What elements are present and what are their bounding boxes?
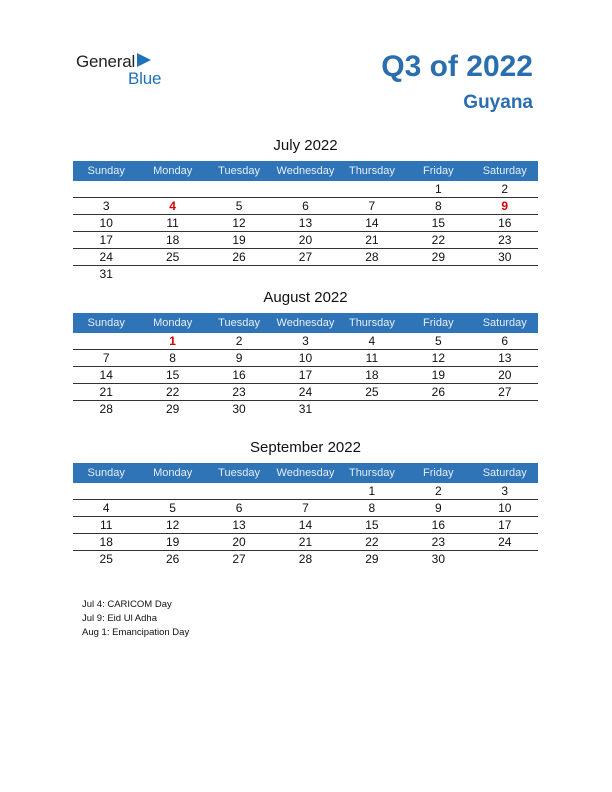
date-cell: 6 (235, 501, 243, 515)
date-cell: 23 (431, 535, 445, 549)
date-cell: 23 (498, 233, 512, 247)
date-cell: 17 (498, 518, 512, 532)
month-title: July 2022 (273, 137, 338, 154)
date-cell: 6 (501, 334, 509, 348)
date-cell: 26 (431, 385, 445, 399)
date-cell: 2 (434, 484, 442, 498)
date-cell: 13 (498, 351, 512, 365)
weekday-header: Tuesday (218, 467, 260, 479)
date-cell (405, 401, 471, 418)
date-cell (272, 181, 338, 197)
date-cell: 3 (501, 484, 509, 498)
date-cell: 11 (99, 518, 113, 532)
month-title: September 2022 (250, 439, 361, 456)
date-cell (206, 266, 272, 283)
weekday-header: Saturday (482, 317, 527, 329)
date-cell: 23 (232, 385, 246, 399)
weekday-header: Sunday (87, 317, 125, 329)
weekday-header-row (73, 463, 538, 483)
date-cell (206, 181, 272, 197)
weekday-header-row (73, 313, 538, 333)
date-cell: 14 (365, 216, 379, 230)
date-cell: 24 (498, 535, 512, 549)
date-cell (272, 266, 338, 283)
date-cell: 15 (365, 518, 379, 532)
weekday-header-row (73, 161, 538, 181)
date-cell (73, 483, 139, 499)
date-cell (472, 266, 538, 283)
date-cell (139, 483, 205, 499)
date-cell (139, 181, 205, 197)
weekday-header: Saturday (482, 165, 527, 177)
date-cell: 25 (365, 385, 379, 399)
date-cell (405, 266, 471, 283)
date-cell: 27 (498, 385, 512, 399)
date-cell: 3 (102, 199, 110, 213)
weekday-header: Friday (423, 317, 454, 329)
date-cell: 16 (498, 216, 512, 230)
date-cell: 10 (498, 501, 512, 515)
weekday-header: Wednesday (276, 317, 335, 329)
weekday-header: Monday (153, 317, 193, 329)
date-cell: 26 (232, 250, 246, 264)
weekday-header: Thursday (348, 317, 395, 329)
weekday-header: Monday (153, 467, 193, 479)
holiday-note: Jul 4: CARICOM Day (82, 599, 172, 610)
week-row (73, 333, 538, 350)
date-cell: 28 (298, 552, 313, 566)
date-cell: 8 (368, 501, 376, 515)
holiday-date-cell: 9 (501, 199, 509, 213)
date-cell: 3 (302, 334, 309, 348)
weekday-header: Sunday (87, 165, 125, 177)
country-name: Guyana (463, 92, 533, 113)
date-cell: 17 (298, 368, 313, 382)
date-cell: 18 (99, 535, 113, 549)
quarter-title: Q3 of 2022 (381, 50, 533, 83)
holiday-note: Jul 9: Eid Ul Adha (82, 613, 157, 624)
date-cell: 20 (298, 233, 313, 247)
date-cell: 11 (166, 216, 179, 230)
date-cell: 1 (434, 182, 442, 196)
date-cell: 15 (165, 368, 180, 382)
date-cell: 11 (365, 351, 379, 365)
week-row (73, 384, 538, 401)
date-cell: 22 (365, 535, 379, 549)
week-row (73, 350, 538, 367)
weekday-header: Friday (423, 165, 454, 177)
month-calendar (73, 289, 538, 418)
date-cell: 13 (298, 216, 313, 230)
week-row (73, 551, 538, 568)
date-cell: 21 (365, 233, 379, 247)
weekday-header: Wednesday (276, 165, 335, 177)
date-cell (73, 181, 139, 197)
date-cell (272, 483, 338, 499)
month-title: August 2022 (263, 289, 348, 306)
date-cell: 8 (434, 199, 442, 213)
date-cell: 26 (165, 552, 180, 566)
date-cell: 2 (501, 182, 509, 196)
weekday-header: Thursday (348, 165, 395, 177)
date-cell (206, 483, 272, 499)
holiday-date-cell: 4 (169, 199, 176, 213)
date-cell (139, 266, 205, 283)
date-cell: 25 (165, 250, 180, 264)
date-cell: 24 (99, 250, 113, 264)
date-cell: 21 (298, 535, 313, 549)
date-cell: 19 (165, 535, 180, 549)
week-row (73, 266, 538, 283)
week-row (73, 517, 538, 534)
month-calendar (73, 439, 538, 568)
date-cell: 17 (99, 233, 113, 247)
date-cell: 24 (298, 385, 313, 399)
week-row (73, 401, 538, 418)
week-row (73, 249, 538, 266)
weekday-header: Monday (153, 165, 193, 177)
date-cell: 9 (235, 351, 243, 365)
week-row (73, 500, 538, 517)
date-cell: 7 (302, 501, 309, 515)
date-cell: 22 (165, 385, 180, 399)
date-cell: 27 (232, 552, 246, 566)
date-cell: 1 (368, 484, 376, 498)
date-cell: 30 (431, 552, 445, 566)
weekday-header: Wednesday (276, 467, 335, 479)
date-cell: 10 (298, 351, 313, 365)
weekday-header: Saturday (482, 467, 527, 479)
date-cell (472, 401, 538, 418)
date-cell: 20 (232, 535, 246, 549)
date-cell: 28 (365, 250, 379, 264)
weekday-header: Thursday (348, 467, 395, 479)
date-cell: 12 (232, 216, 246, 230)
logo-text-blue: Blue (128, 69, 162, 88)
date-cell: 15 (431, 216, 445, 230)
date-cell (339, 181, 405, 197)
date-cell: 29 (165, 402, 180, 416)
date-cell (339, 401, 405, 418)
date-cell: 8 (169, 351, 176, 365)
date-cell: 20 (498, 368, 512, 382)
date-cell: 5 (235, 199, 243, 213)
date-cell: 16 (232, 368, 246, 382)
month-calendar (73, 137, 538, 283)
date-cell: 5 (434, 334, 442, 348)
date-cell: 6 (302, 199, 309, 213)
date-cell: 29 (431, 250, 445, 264)
date-cell: 31 (99, 267, 113, 281)
date-cell: 29 (365, 552, 379, 566)
date-cell: 13 (232, 518, 246, 532)
date-cell: 7 (368, 199, 376, 213)
week-row (73, 483, 538, 500)
date-cell: 25 (99, 552, 113, 566)
date-cell: 19 (431, 368, 445, 382)
week-row (73, 367, 538, 384)
week-row (73, 232, 538, 249)
date-cell: 9 (434, 501, 442, 515)
date-cell: 22 (431, 233, 445, 247)
date-cell: 30 (498, 250, 512, 264)
date-cell: 12 (431, 351, 445, 365)
date-cell: 4 (368, 334, 376, 348)
weekday-header: Tuesday (218, 317, 260, 329)
date-cell: 27 (298, 250, 313, 264)
date-cell (472, 551, 538, 568)
holiday-notes (82, 598, 189, 640)
brand-logo (76, 52, 186, 92)
date-cell: 14 (99, 368, 113, 382)
date-cell: 16 (431, 518, 445, 532)
date-cell: 10 (99, 216, 113, 230)
date-cell: 28 (99, 402, 113, 416)
week-row (73, 181, 538, 198)
date-cell: 31 (298, 402, 313, 416)
date-cell: 30 (232, 402, 246, 416)
holiday-date-cell: 1 (169, 334, 176, 348)
holiday-note: Aug 1: Emancipation Day (82, 627, 190, 638)
week-row (73, 198, 538, 215)
date-cell: 7 (102, 351, 110, 365)
date-cell: 21 (99, 385, 113, 399)
date-cell: 18 (165, 233, 180, 247)
date-cell: 2 (235, 334, 243, 348)
logo-text-general: General (76, 52, 136, 71)
date-cell: 14 (298, 518, 313, 532)
date-cell (73, 333, 139, 349)
week-row (73, 534, 538, 551)
date-cell: 4 (102, 501, 110, 515)
date-cell: 12 (165, 518, 180, 532)
weekday-header: Sunday (87, 467, 125, 479)
date-cell: 18 (365, 368, 379, 382)
weekday-header: Friday (423, 467, 454, 479)
weekday-header: Tuesday (218, 165, 260, 177)
date-cell (339, 266, 405, 283)
date-cell: 19 (232, 233, 246, 247)
date-cell: 5 (169, 501, 176, 515)
week-row (73, 215, 538, 232)
